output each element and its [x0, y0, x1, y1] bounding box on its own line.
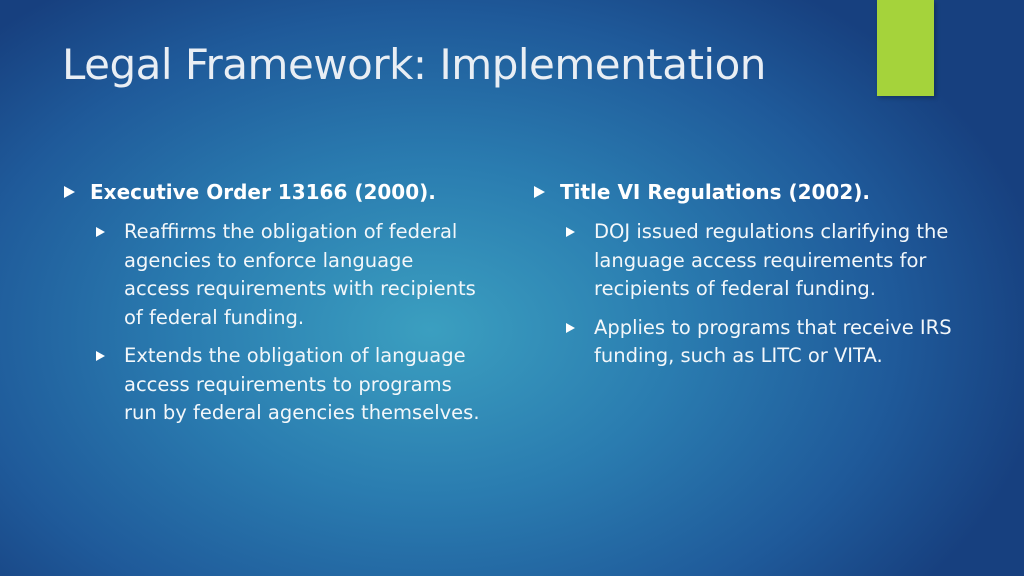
- right-column: [532, 178, 972, 381]
- triangle-bullet-icon: [566, 323, 575, 333]
- slide-title: Legal Framework: Implementation: [62, 40, 766, 89]
- right-heading: Title VI Regulations (2002).: [560, 180, 870, 204]
- right-point-1: [566, 218, 972, 304]
- left-column: [62, 178, 482, 438]
- left-point-1: [96, 218, 482, 332]
- triangle-bullet-icon: [534, 186, 545, 198]
- left-heading-item: [62, 178, 482, 206]
- right-point-2-text: Applies to programs that receive IRS funding, such as LITC or VITA.: [594, 315, 952, 367]
- triangle-bullet-icon: [566, 227, 575, 237]
- accent-bar: [877, 0, 934, 96]
- left-point-2-text: Extends the obligation of language access requirements to programs run by federal agencies themselves.: [124, 344, 480, 424]
- left-point-2: [96, 342, 482, 428]
- right-heading-item: [532, 178, 972, 206]
- right-point-1-text: DOJ issued regulations clarifying the language access requirements for recipients of federal funding.: [594, 220, 949, 300]
- left-point-1-text: Reaffirms the obligation of federal agencies to enforce language access requirements with recipients of federal funding.: [124, 220, 476, 329]
- left-heading: Executive Order 13166 (2000).: [90, 180, 436, 204]
- triangle-bullet-icon: [64, 186, 75, 198]
- right-point-2: [566, 314, 972, 371]
- triangle-bullet-icon: [96, 227, 105, 237]
- triangle-bullet-icon: [96, 351, 105, 361]
